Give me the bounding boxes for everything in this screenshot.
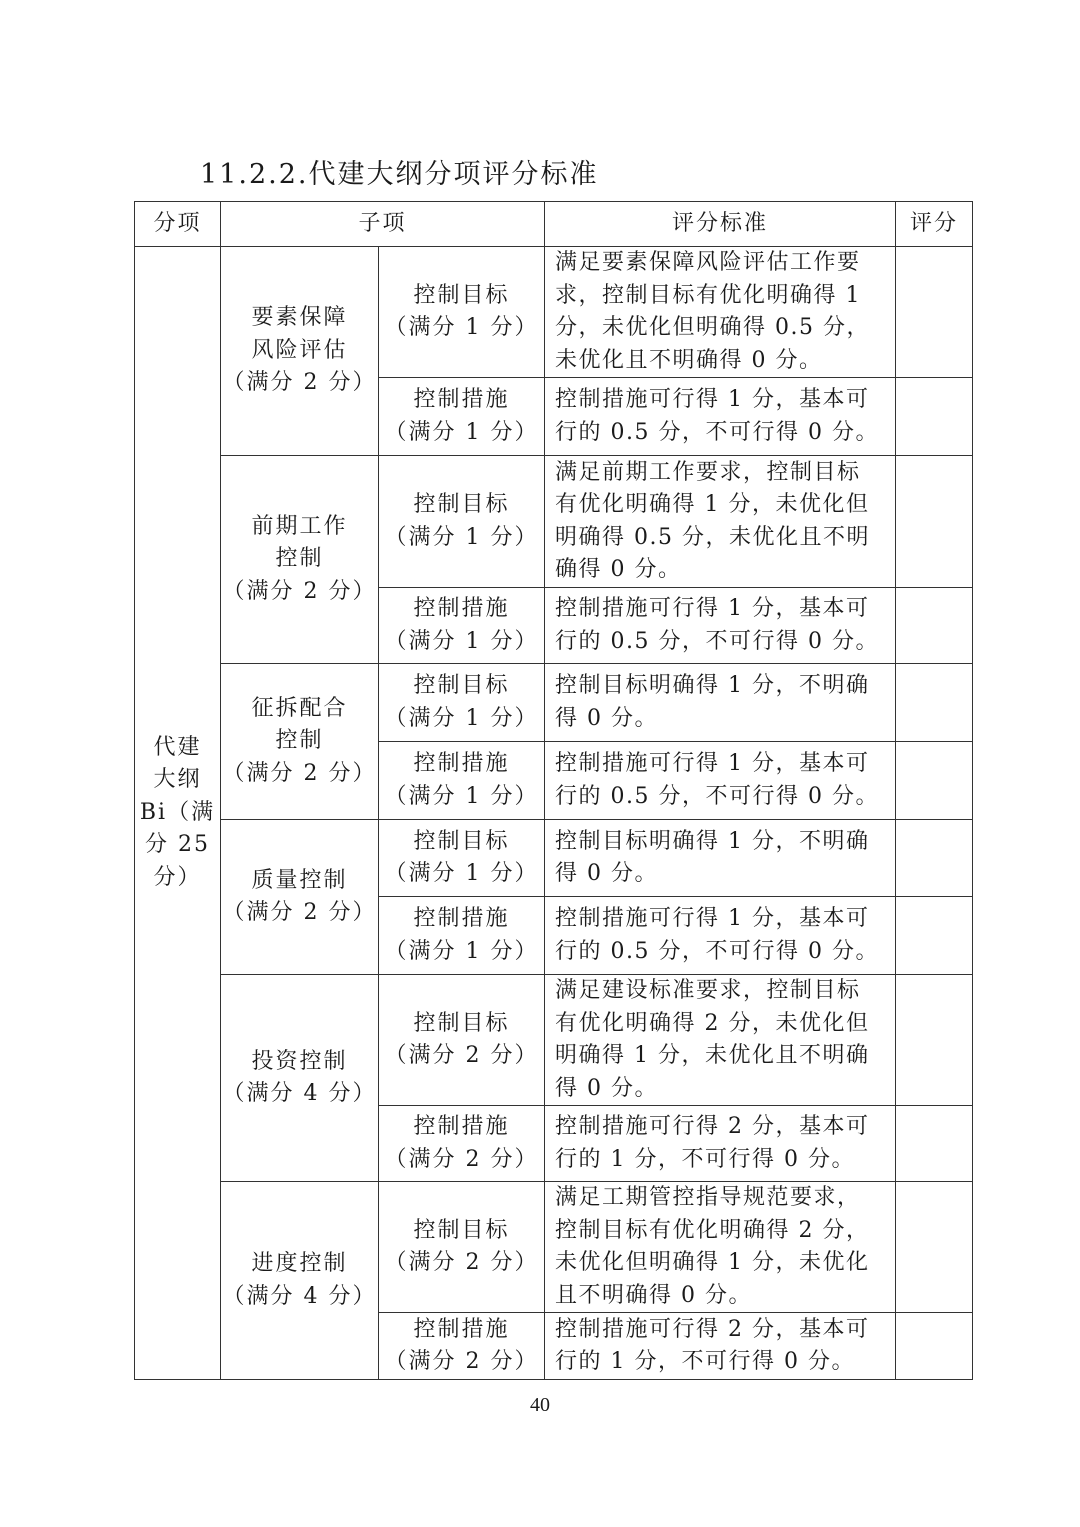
table-row — [135, 1182, 973, 1313]
table-row — [135, 664, 973, 742]
table-row — [135, 820, 973, 897]
standard-line: 满足工期管控指导规范要求， — [555, 1185, 861, 1210]
header-category: 分项 — [135, 202, 221, 247]
subitem-group-cell — [221, 456, 379, 664]
subitem-line: 控制措施 — [413, 1114, 510, 1139]
subitem-group-line: （满分 4 分） — [222, 1283, 377, 1309]
score-cell[interactable] — [896, 820, 973, 897]
page-number: 40 — [530, 1394, 550, 1416]
standard-cell — [545, 1106, 896, 1182]
table-header-row — [135, 202, 973, 247]
standard-line: 控制措施可行得 1 分，基本可 — [555, 906, 870, 931]
subitem-cell — [379, 1182, 545, 1313]
score-cell[interactable] — [896, 664, 973, 742]
subitem-cell — [379, 1106, 545, 1182]
section-heading: 11.2.2.代建大纲分项评分标准 — [200, 159, 599, 190]
subitem-line: （满分 2 分） — [384, 1146, 539, 1172]
subitem-line: （满分 1 分） — [384, 861, 539, 886]
header-standard: 评分标准 — [545, 202, 896, 247]
subitem-cell — [379, 456, 545, 588]
standard-line: 控制措施可行得 2 分，基本可 — [555, 1316, 870, 1342]
subitem-line: 控制目标 — [413, 492, 510, 517]
standard-cell — [545, 588, 896, 664]
subitem-line: （满分 1 分） — [384, 705, 539, 731]
standard-line: 控制目标明确得 1 分，不明确 — [555, 673, 870, 698]
score-cell[interactable] — [896, 378, 973, 456]
subitem-group-line: （满分 2 分） — [222, 900, 377, 925]
subitem-line: 控制措施 — [413, 906, 510, 931]
subitem-group-line: 控制 — [275, 728, 324, 754]
standard-line: 满足要素保障风险评估工作要 — [555, 250, 861, 275]
subitem-line: （满分 2 分） — [384, 1349, 539, 1374]
score-cell[interactable] — [896, 1182, 973, 1313]
category-line: 分 25 — [145, 832, 210, 858]
subitem-group-line: （满分 2 分） — [222, 578, 377, 604]
score-cell[interactable] — [896, 247, 973, 378]
standard-line: 行的 1 分，不可行得 0 分。 — [555, 1349, 855, 1374]
subitem-group-cell — [221, 247, 379, 456]
subitem-line: （满分 1 分） — [384, 524, 539, 550]
subitem-group-line: 前期工作 — [251, 513, 348, 539]
subitem-group-line: 征拆配合 — [251, 695, 348, 721]
score-cell[interactable] — [896, 588, 973, 664]
standard-line: 得 0 分。 — [555, 861, 658, 886]
standard-cell — [545, 742, 896, 820]
category-line: 大纲 — [153, 767, 202, 793]
subitem-cell — [379, 742, 545, 820]
subitem-line: （满分 1 分） — [384, 628, 539, 654]
standard-line: 分，未优化但明确得 0.5 分， — [555, 315, 870, 340]
standard-cell — [545, 664, 896, 742]
standard-line: 得 0 分。 — [555, 705, 658, 731]
standard-line: 行的 0.5 分，不可行得 0 分。 — [555, 419, 879, 445]
standard-cell — [545, 1182, 896, 1313]
subitem-line: 控制目标 — [413, 282, 510, 308]
standard-line: 明确得 0.5 分，未优化且不明 — [555, 524, 870, 550]
subitem-cell — [379, 975, 545, 1106]
subitem-group-line: 控制 — [275, 546, 324, 572]
scoring-table — [134, 201, 973, 1380]
subitem-group-line: （满分 4 分） — [222, 1081, 377, 1106]
standard-line: 有优化明确得 1 分，未优化但 — [555, 492, 870, 517]
subitem-line: 控制目标 — [413, 673, 510, 698]
category-line: Bi（满 — [139, 799, 216, 825]
standard-line: 行的 1 分，不可行得 0 分。 — [555, 1146, 855, 1172]
standard-cell — [545, 975, 896, 1106]
subitem-group-line: （满分 2 分） — [222, 760, 377, 786]
score-cell[interactable] — [896, 742, 973, 820]
standard-line: 控制措施可行得 1 分，基本可 — [555, 387, 870, 412]
subitem-line: 控制措施 — [413, 1316, 510, 1342]
subitem-group-line: 质量控制 — [251, 867, 348, 893]
subitem-group-cell — [221, 664, 379, 820]
subitem-cell — [379, 247, 545, 378]
subitem-group-line: 风险评估 — [251, 337, 348, 363]
standard-line: 控制措施可行得 1 分，基本可 — [555, 751, 870, 776]
subitem-cell — [379, 820, 545, 897]
subitem-line: （满分 2 分） — [384, 1043, 539, 1068]
standard-line: 满足前期工作要求，控制目标 — [555, 459, 861, 485]
subitem-line: 控制目标 — [413, 1010, 510, 1036]
subitem-line: 控制措施 — [413, 751, 510, 776]
standard-line: 控制目标有优化明确得 2 分， — [555, 1217, 870, 1243]
subitem-line: （满分 1 分） — [384, 938, 539, 964]
standard-line: 得 0 分。 — [555, 1075, 658, 1101]
standard-line: 满足建设标准要求，控制目标 — [555, 978, 861, 1003]
standard-line: 确得 0 分。 — [555, 557, 682, 582]
score-cell[interactable] — [896, 1106, 973, 1182]
subitem-group-cell — [221, 975, 379, 1182]
table-row — [135, 975, 973, 1106]
subitem-line: 控制目标 — [413, 828, 510, 854]
subitem-line: （满分 1 分） — [384, 419, 539, 445]
category-cell — [135, 247, 221, 1380]
standard-cell — [545, 897, 896, 975]
standard-line: 控制措施可行得 2 分，基本可 — [555, 1114, 870, 1139]
standard-line: 行的 0.5 分，不可行得 0 分。 — [555, 628, 879, 654]
subitem-line: （满分 1 分） — [384, 783, 539, 809]
standard-line: 未优化但明确得 1 分，未优化 — [555, 1250, 870, 1275]
score-cell[interactable] — [896, 1313, 973, 1380]
standard-line: 行的 0.5 分，不可行得 0 分。 — [555, 783, 879, 809]
table-row — [135, 456, 973, 588]
subitem-group-cell — [221, 820, 379, 975]
subitem-cell — [379, 1313, 545, 1380]
score-cell[interactable] — [896, 897, 973, 975]
standard-line: 有优化明确得 2 分，未优化但 — [555, 1010, 870, 1036]
table-row — [135, 247, 973, 378]
subitem-group-line: （满分 2 分） — [222, 370, 377, 396]
subitem-cell — [379, 897, 545, 975]
subitem-group-line: 要素保障 — [251, 305, 348, 331]
standard-line: 求，控制目标有优化明确得 1 — [555, 282, 862, 308]
score-cell[interactable] — [896, 975, 973, 1106]
standard-line: 行的 0.5 分，不可行得 0 分。 — [555, 938, 879, 964]
subitem-line: 控制措施 — [413, 596, 510, 621]
standard-cell — [545, 456, 896, 588]
subitem-group-cell — [221, 1182, 379, 1380]
score-cell[interactable] — [896, 456, 973, 588]
subitem-cell — [379, 378, 545, 456]
standard-cell — [545, 247, 896, 378]
category-line: 代建 — [153, 734, 202, 760]
subitem-group-line: 投资控制 — [251, 1048, 348, 1074]
subitem-line: 控制措施 — [413, 387, 510, 412]
category-line: 分） — [153, 864, 202, 890]
standard-cell — [545, 1313, 896, 1380]
standard-line: 明确得 1 分，未优化且不明确 — [555, 1043, 870, 1068]
standard-line: 且不明确得 0 分。 — [555, 1282, 752, 1308]
standard-cell — [545, 820, 896, 897]
standard-line: 控制目标明确得 1 分，不明确 — [555, 828, 870, 854]
standard-cell — [545, 378, 896, 456]
subitem-cell — [379, 664, 545, 742]
standard-line: 控制措施可行得 1 分，基本可 — [555, 596, 870, 621]
standard-line: 未优化且不明确得 0 分。 — [555, 347, 823, 373]
subitem-line: 控制目标 — [413, 1217, 510, 1243]
subitem-line: （满分 2 分） — [384, 1250, 539, 1275]
header-score: 评分 — [896, 202, 973, 247]
subitem-group-line: 进度控制 — [251, 1251, 348, 1276]
subitem-cell — [379, 588, 545, 664]
header-subitem: 子项 — [221, 202, 545, 247]
subitem-line: （满分 1 分） — [384, 315, 539, 340]
